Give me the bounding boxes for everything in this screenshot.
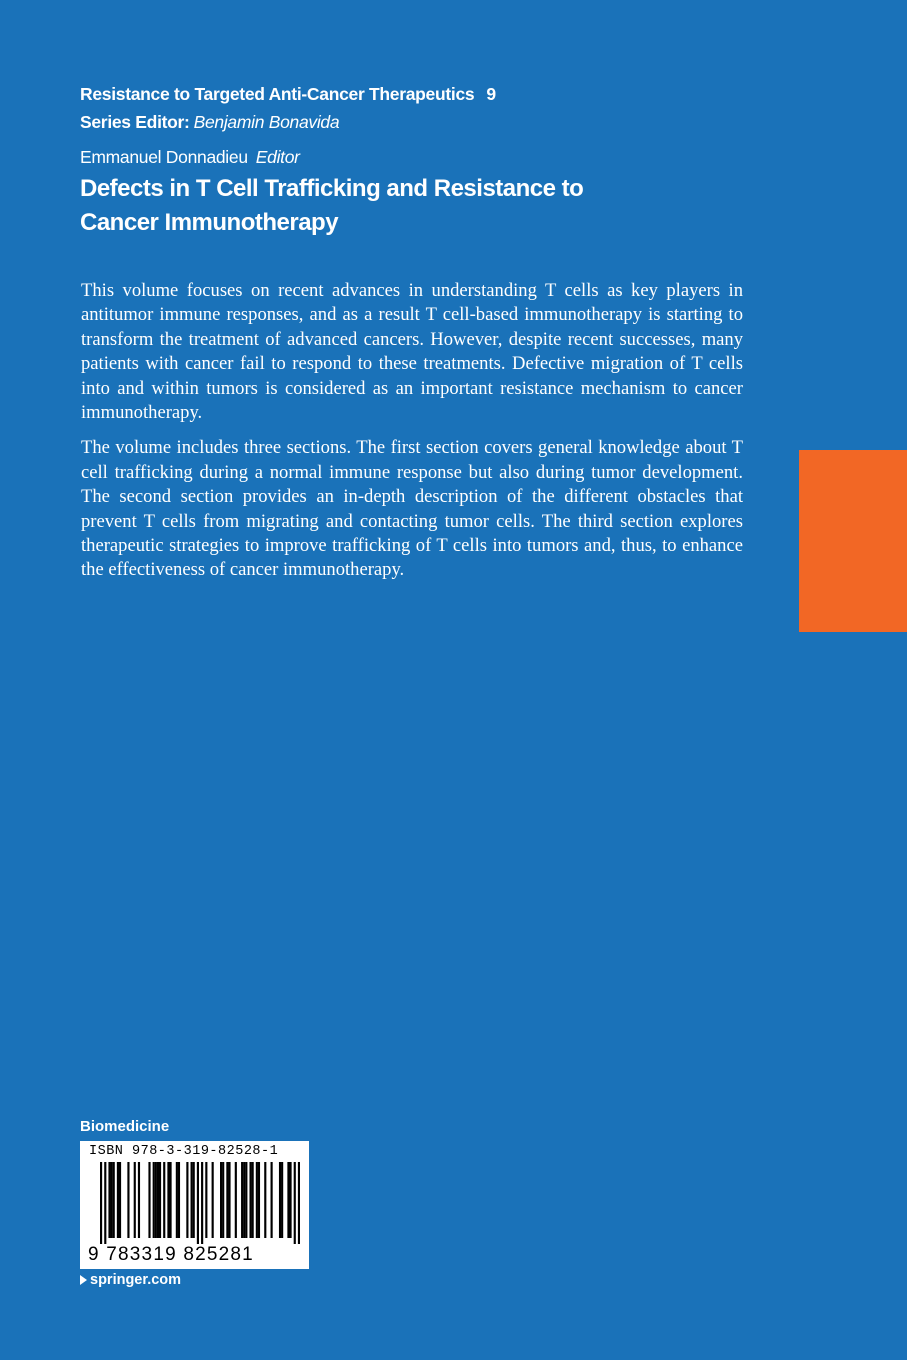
accent-bar xyxy=(799,450,907,632)
barcode-bar xyxy=(298,1162,300,1244)
barcode-bar xyxy=(163,1162,165,1238)
series-editor-name: Benjamin Bonavida xyxy=(193,112,340,132)
barcode-bar xyxy=(191,1162,193,1238)
barcode-bar xyxy=(205,1162,207,1238)
barcode-bar xyxy=(249,1162,251,1238)
series-number: 9 xyxy=(486,84,496,104)
barcode-bar xyxy=(271,1162,273,1238)
barcode-bar xyxy=(281,1162,283,1238)
barcode-bar xyxy=(212,1162,214,1238)
blurb-paragraph: The volume includes three sections. The first section covers general knowledge about T cell trafficking during a normal immune response but also during tumor development. The second section provides an in-depth description of the different obstacles that prevent T cells from migrating and contacting tumor cells. The third section explores therapeutic strategies to improve trafficking of T cells into tumors and, thus, to enhance the effectiveness of cancer immunotherapy. xyxy=(81,437,743,581)
barcode-bar xyxy=(258,1162,260,1238)
barcode-bar xyxy=(197,1162,199,1244)
barcode-bar xyxy=(104,1162,106,1244)
barcode-bar xyxy=(241,1162,243,1238)
barcode-bar xyxy=(178,1162,180,1238)
barcode-bar xyxy=(243,1162,245,1238)
barcode-bar xyxy=(159,1162,161,1238)
barcode-bar xyxy=(119,1162,121,1238)
barcode-bar xyxy=(138,1162,140,1238)
subject-category: Biomedicine xyxy=(80,1118,170,1135)
book-author: Emmanuel Donnadieu xyxy=(80,147,248,167)
book-author-line xyxy=(80,147,300,168)
barcode-bar xyxy=(294,1162,296,1244)
barcode-bar xyxy=(256,1162,258,1238)
isbn-label: ISBN 978-3-319-82528-1 xyxy=(89,1144,279,1159)
publisher-link-text: springer.com xyxy=(90,1272,182,1288)
barcode-bar xyxy=(193,1162,195,1238)
blurb-paragraph: This volume focuses on recent advances in understanding T cells as key players in antitumor immune responses, and as a result T cell-based immunotherapy is starting to transform the treatment of advanced cancers. However, despite recent successes, many patients with cancer fail to respond to these treatments. Defective migration of T cells into and within tumors is considered as an important resistance mechanism to cancer immunotherapy. xyxy=(81,280,743,424)
barcode-bar xyxy=(245,1162,247,1238)
barcode-bar xyxy=(148,1162,150,1238)
barcode-bar xyxy=(153,1162,155,1238)
isbn-barcode xyxy=(80,1141,309,1269)
barcode-bar xyxy=(279,1162,281,1238)
barcode-bar xyxy=(289,1162,291,1238)
barcode-bar xyxy=(228,1162,230,1238)
barcode-bar xyxy=(111,1162,113,1238)
series-editor-line xyxy=(80,112,339,133)
book-title: Defects in T Cell Trafficking and Resistance to Cancer Immunotherapy xyxy=(80,175,584,236)
barcode-bar xyxy=(117,1162,119,1238)
barcode-bar xyxy=(252,1162,254,1238)
barcode-bar xyxy=(235,1162,237,1238)
series-heading xyxy=(80,84,496,105)
barcode-bar xyxy=(176,1162,178,1238)
barcode-bar xyxy=(264,1162,266,1238)
barcode-bar xyxy=(226,1162,228,1238)
series-editor-label: Series Editor: xyxy=(80,112,190,132)
barcode-bar xyxy=(201,1162,203,1244)
barcode-bar xyxy=(113,1162,115,1238)
barcode-bar xyxy=(287,1162,289,1238)
barcode-bar xyxy=(157,1162,159,1238)
barcode-bar xyxy=(134,1162,136,1238)
barcode-bar xyxy=(186,1162,188,1238)
barcode-bars xyxy=(100,1162,300,1244)
triangle-right-icon xyxy=(80,1275,87,1285)
barcode-bar xyxy=(108,1162,110,1238)
series-title: Resistance to Targeted Anti-Cancer Therapeutics xyxy=(80,84,475,104)
barcode-bar xyxy=(167,1162,169,1238)
barcode-bar xyxy=(100,1162,102,1244)
book-author-role: Editor xyxy=(255,147,300,167)
barcode-bar xyxy=(127,1162,129,1238)
book-blurb xyxy=(81,279,743,594)
publisher-link[interactable] xyxy=(80,1272,181,1288)
ean-digits: 9 783319 825281 xyxy=(88,1244,254,1265)
barcode-bar xyxy=(169,1162,171,1238)
barcode-bar xyxy=(155,1162,157,1238)
barcode-bar xyxy=(222,1162,224,1238)
barcode-bar xyxy=(220,1162,222,1238)
